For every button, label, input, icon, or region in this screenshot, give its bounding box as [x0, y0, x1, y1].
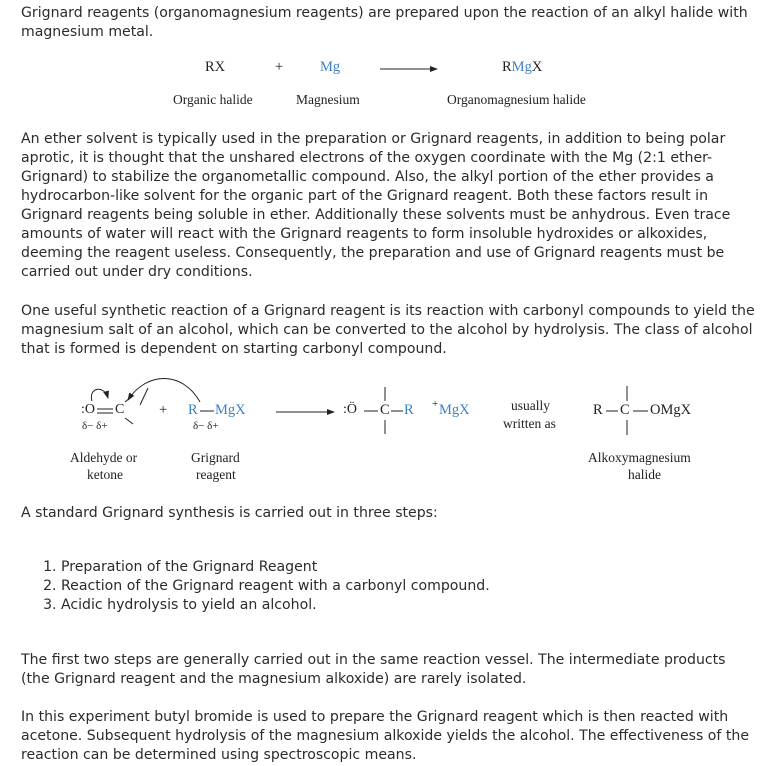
grignard-partial-charges: δ− δ+ — [193, 420, 219, 432]
intermediate-oxygen: :Ö — [343, 402, 357, 417]
intermediate-mgx: MgX — [439, 402, 470, 418]
steps-intro: A standard Grignard synthesis is carried out in three steps: — [21, 505, 438, 521]
carbonyl-carbon: C — [115, 402, 125, 417]
final-carbon: C — [620, 402, 630, 418]
rx-formula: RX — [205, 59, 226, 75]
list-item: 3. Acidic hydrolysis to yield an alcohol. — [61, 596, 490, 615]
carbonyl-partial-charges: δ− δ+ — [82, 420, 108, 432]
ether-paragraph: An ether solvent is typically used in the preparation or Grignard reagents, in addition to being polar aprotic, it is thought that the unshared electrons of the oxygen coordinate with the Mg (2:1 ether-Grignard) to stabilize the organometallic compound. Also, the alkyl portion of the ether provides a hydrocarbon-like solvent for the organic part of the Grignard reagent. Both these factors result in Grignard reagents being soluble in ether. Additionally these solvents must be anhydrous. Even trace amounts of water will react with the Grignard reagents to form insoluble hydroxides or alkoxides, deeming the reagent useless. Consequently, the preparation and use of Grignard reagents must be carried out under dry conditions. — [21, 131, 731, 280]
curved-arrow-large — [128, 379, 200, 403]
intermediate-carbon: C — [380, 402, 390, 418]
list-item: 1. Preparation of the Grignard Reagent — [61, 558, 490, 577]
carbonyl-paragraph: One useful synthetic reaction of a Grignard reagent is its reaction with carbonyl compounds to yield the magnesium salt of an alcohol, which can be converted to the alcohol by hydrolysis. The class of alcohol that is formed is dependent on starting carbonyl compound. — [21, 303, 755, 357]
written-as-text: written as — [503, 416, 556, 431]
label-halide: halide — [628, 467, 661, 482]
rmgx-formula: RMgX — [502, 59, 543, 75]
final-r: R — [593, 402, 603, 418]
label-aldehyde-or: Aldehyde or — [70, 450, 138, 465]
list-item: 2. Reaction of the Grignard reagent with a carbonyl compound. — [61, 577, 490, 596]
label-alkoxymagnesium: Alkoxymagnesium — [588, 450, 691, 465]
label-organomagnesium-halide: Organomagnesium halide — [447, 92, 586, 107]
label-reagent: reagent — [196, 467, 236, 482]
experiment-paragraph: In this experiment butyl bromide is used to prepare the Grignard reagent which is then reacted with acetone. Subsequent hydrolysis of the magnesium alkoxide yields the alcohol. The effectiveness of the reaction can be determined using spectroscopic means. — [21, 709, 749, 763]
steps-list — [21, 558, 490, 615]
carbonyl-bond-lower — [125, 418, 133, 424]
label-ketone: ketone — [87, 467, 123, 482]
intermediate-plus-charge: + — [432, 398, 439, 410]
intro-paragraph: Grignard reagents (organomagnesium reagents) are prepared upon the reaction of an alkyl halide with magnesium metal. — [21, 5, 748, 40]
label-magnesium: Magnesium — [296, 92, 360, 107]
usually-text: usually — [511, 398, 550, 413]
final-omgx: OMgX — [650, 402, 692, 418]
label-grignard: Grignard — [191, 450, 240, 465]
vessel-paragraph: The first two steps are generally carried out in the same reaction vessel. The intermediate products (the Grignard reagent and the magnesium alkoxide) are rarely isolated. — [21, 652, 726, 687]
plus-sign-2: + — [159, 402, 168, 418]
curved-arrow-small — [91, 389, 108, 401]
carbonyl-bond-diag — [140, 388, 148, 405]
grignard-r: R — [188, 402, 198, 418]
plus-sign: + — [275, 59, 284, 75]
label-organic-halide: Organic halide — [173, 92, 253, 107]
intermediate-r: R — [404, 402, 414, 418]
mg-formula: Mg — [320, 59, 341, 75]
carbonyl-oxygen: :O — [81, 402, 95, 417]
grignard-mgx: MgX — [215, 402, 246, 418]
